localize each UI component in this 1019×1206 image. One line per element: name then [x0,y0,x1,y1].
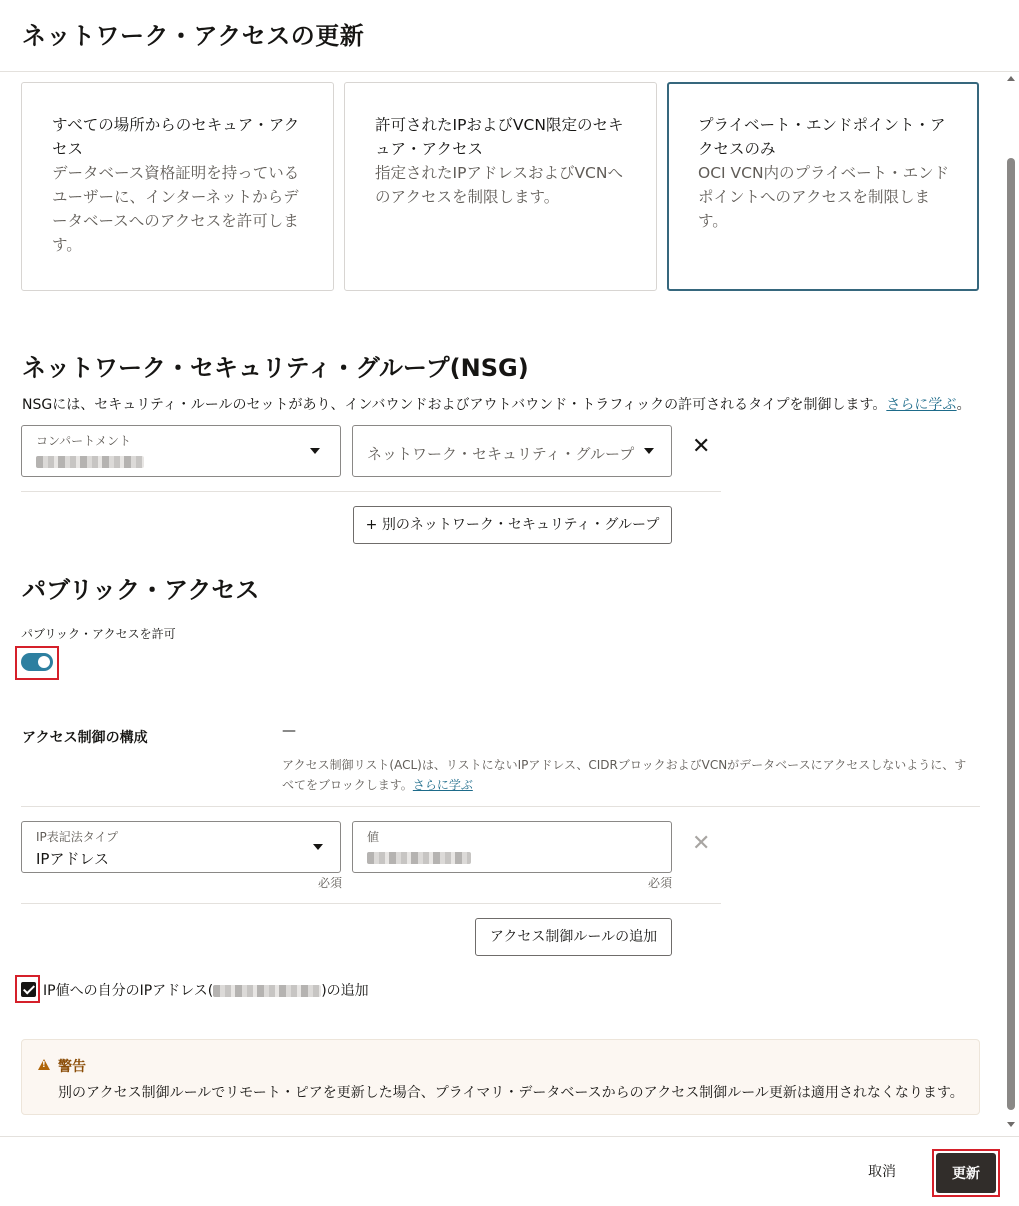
access-option-private-endpoint[interactable] [667,82,979,291]
warning-banner [21,1039,980,1115]
divider [21,806,980,807]
ip-type-select[interactable] [21,821,341,873]
public-access-toggle-label: パブリック・アクセスを許可 [21,627,176,641]
highlight-box [15,975,40,1003]
chevron-down-icon [310,448,320,454]
ip-type-required: 必須 [318,876,343,890]
divider [21,903,721,904]
ip-value-redacted [367,850,471,868]
access-option-allowed-ips[interactable] [344,82,657,291]
self-ip-suffix: )の追加 [321,983,369,999]
access-option-title: すべての場所からのセキュア・アクセス [52,116,300,158]
scroll-up-icon[interactable] [1007,76,1015,81]
compartment-label: コンパートメント [36,434,132,448]
add-access-rule-button[interactable]: アクセス制御ルールの追加 [475,918,672,956]
acl-heading: アクセス制御の構成 [22,730,148,746]
remove-nsg-close-icon[interactable]: ✕ [692,434,711,459]
access-option-everywhere[interactable] [21,82,334,291]
scrollbar-thumb[interactable] [1007,158,1015,1110]
acl-description [282,755,972,795]
remove-rule-close-icon[interactable]: ✕ [692,831,711,856]
access-option-title: プライベート・エンドポイント・アクセスのみ [698,116,946,158]
cancel-button[interactable]: 取消 [868,1161,896,1181]
divider [21,491,721,492]
access-option-description: データベース資格証明を持っているユーザーに、インターネットからデータベースへのアクセスを許可します。 [52,164,300,254]
add-self-ip-label [43,980,369,1000]
warning-title: 警告 [58,1059,86,1075]
nsg-description-period: 。 [956,397,971,413]
acl-description-text: アクセス制御リスト(ACL)は、リストにないIPアドレス、CIDRブロックおよびVCNがデータベースにアクセスしないように、すべてをブロックします。 [282,758,967,792]
ip-type-label: IP表記法タイプ [36,830,119,844]
self-ip-prefix: IP値への自分のIPアドレス( [43,983,214,999]
dialog-header [0,0,1019,72]
nsg-select[interactable] [352,425,672,477]
nsg-description [22,394,971,414]
ip-value-label: 値 [367,830,380,844]
access-option-description: OCI VCN内のプライベート・エンドポイントへのアクセスを制限します。 [698,164,950,230]
self-ip-redacted [213,985,321,997]
dialog-footer [0,1136,1019,1206]
nsg-section-title: ネットワーク・セキュリティ・グループ(NSG) [22,354,529,382]
highlight-box [932,1149,1000,1197]
access-option-description: 指定されたIPアドレスおよびVCNへのアクセスを制限します。 [375,164,623,206]
dialog-title: ネットワーク・アクセスの更新 [22,22,365,50]
access-option-title: 許可されたIPおよびVCN限定のセキュア・アクセス [375,116,624,158]
ip-value-required: 必須 [648,876,673,890]
ip-type-value: IPアドレス [36,850,110,868]
warning-text: 別のアクセス制御ルールでリモート・ピアを更新した場合、プライマリ・データベースからのアクセス制御ルール更新は適用されなくなります。 [58,1085,964,1101]
chevron-down-icon [313,844,323,850]
nsg-description-text: NSGには、セキュリティ・ルールのセットがあり、インバウンドおよびアウトバウンド・トラフィックの許可されるタイプを制御します。 [22,397,887,413]
public-access-title: パブリック・アクセス [22,576,260,604]
nsg-learn-more-link[interactable]: さらに学ぶ [886,397,957,413]
highlight-box [15,646,59,680]
ip-value-input[interactable] [352,821,672,873]
acl-dash: — [282,723,296,739]
warning-icon [38,1059,50,1070]
dialog-body[interactable] [0,72,1019,1136]
update-button[interactable]: 更新 [936,1153,996,1193]
scroll-down-icon[interactable] [1007,1122,1015,1127]
acl-learn-more-link[interactable]: さらに学ぶ [412,778,473,792]
compartment-select[interactable] [21,425,341,477]
add-nsg-button[interactable]: + 別のネットワーク・セキュリティ・グループ [353,506,672,544]
compartment-value-redacted [36,454,144,472]
chevron-down-icon [644,448,654,454]
nsg-placeholder: ネットワーク・セキュリティ・グループ [367,445,635,463]
vertical-scrollbar[interactable] [1005,72,1017,1136]
